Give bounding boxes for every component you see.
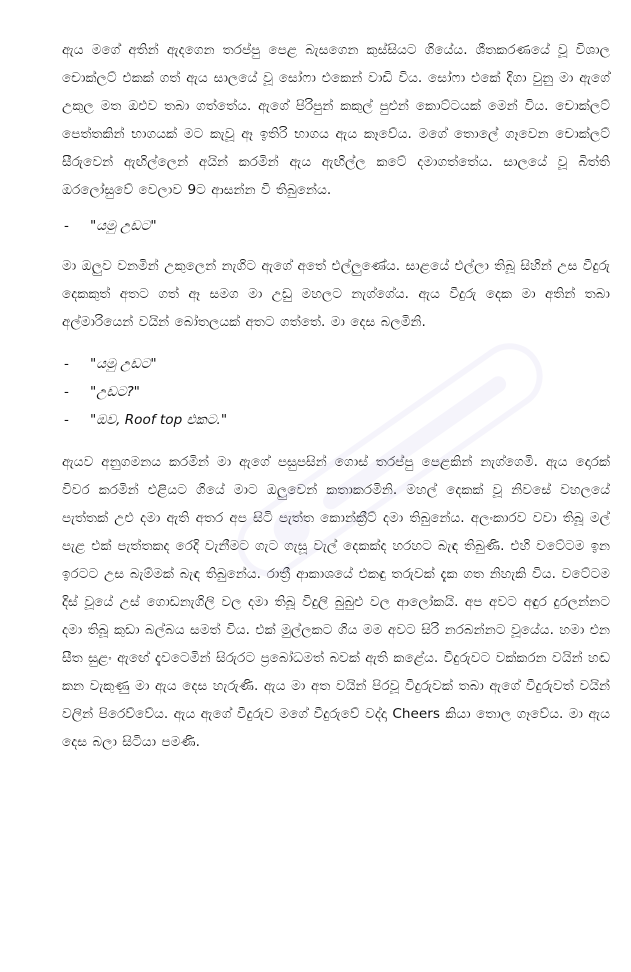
dialogue-line: - "යමු උඩට" [62, 212, 610, 240]
dialogue-line: - "යමු උඩට" [62, 350, 610, 378]
dialogue-block-2 [62, 350, 610, 434]
dialogue-line: - "ඔව, Roof top එකට." [62, 406, 610, 434]
paragraph-3: ඇයව අනුගමනය කරමින් මා ඇගේ පසුපසින් ගොස් තරප්පු පෙළකින් නැග්ගෙමි. ඇය දොරක් විවර කරමින් එළියට ගියේ මාට ඔලුවෙන් කතාකරමිනි. මහල් දෙකක් වූ නිවසේ වහලයේ පැත්තක් උළු දමා ඇති අතර අප සිටි පැත්ත කොන්ක්‍රීට් දමා තිබුනේය. අලංකාරව වවා තිබූ මල් පැළ එක් පැත්තකද රෙදි වැනීමට ගැට ගැසූ වැල් දෙකක්ද හරහට බැඳ තිබුණි. එහි වටේටම ඉන ඉරටට උස බැම්මක් බැඳ තිබුනේය. රාත්‍රී ආකාශයේ එකඳු තරුවක් දැක ගත නිහැකි විය. වටේටම දිස් වූයේ උස් ගොඩනැගිලි වල දමා තිබූ විදුලි බුබුළු වල ආලෝකයි. අප අවට අඳුර දුරලන්නට දමා තිබූ කුඩා බල්බය සමත් විය. එක් මුල්ලකට ගිය මම අවට සිරි නරබන්නට වූයේය. හමා එන සීත සුළං ඇඟේ දැවටෙමින් සිරුරට ප්‍රබෝධමත් බවක් ඇති කළේය. වීදුරුවට වක්කරන වයින් හඬ කන වැකුණු මා ඇය දෙස හැරුණි. ඇය මා අත වයින් පිරවූ වීදුරුවක් තබා ඇගේ වීදුරුවත් වයින් වලින් පිරෙව්වේය. ඇය ඇගේ වීදුරුව මගේ වීදුරුවේ වද්දා Cheers කියා තොල ගෑවේය. මා ඇය දෙස බලා සිටියා පමණි. [62, 454, 610, 750]
document-page [62, 36, 610, 756]
paragraph-1: ඇය මගේ අතින් ඇදගෙන තරප්පු පෙළ බැසගෙන කුස්සියට ගියේය. ශීතකරණයේ වූ විශාල චොක්ලට් එකක් ගත් ඇය සාලයේ වූ සෝෆා එකෙන් වාඩි විය. සෝෆා එකේ දිගා වුනු මා ඇගේ උකුල මත ඔළුව තබා ගත්තේය. ඇගේ පිරිපුන් කකුල් පුළුන් කොට්ටයක් මෙන් විය. චොක්ලට් පෙත්තකින් භාගයක් මට කැවූ ඈ ඉතිරි භාගය ඇය කෑවේය. මගේ තොලේ ගෑවෙන චොක්ලට් සීරුවෙන් ඇඟිල්ලෙන් අයින් කරමින් ඇය ඇඟිල්ල කටේ දමාගත්තේය. සාලයේ වූ බිත්ති ඔරලෝසුවේ වෙලාව 9ට ආසන්න වී තිබුනේය. [62, 42, 610, 198]
paragraph-2: මා ඔලුව වනමින් උකුලෙන් නැගිට ඇගේ අතේ එල්ලුණේය. සාළයේ එල්ලා තිබූ සිහින් උස වීදුරු දෙකකුත් අතට ගත් ඈ සමග මා උඩු මහලට නැග්ගේය. ඇය වීදුරු දෙක මා අතින් තබා අල්මාරියෙන් වයින් බෝතලයක් අතට ගත්තේ. මා දෙස බලමිනි. [62, 258, 610, 330]
dialogue-block-1 [62, 212, 610, 240]
dialogue-line: - "උඩට?" [62, 378, 610, 406]
